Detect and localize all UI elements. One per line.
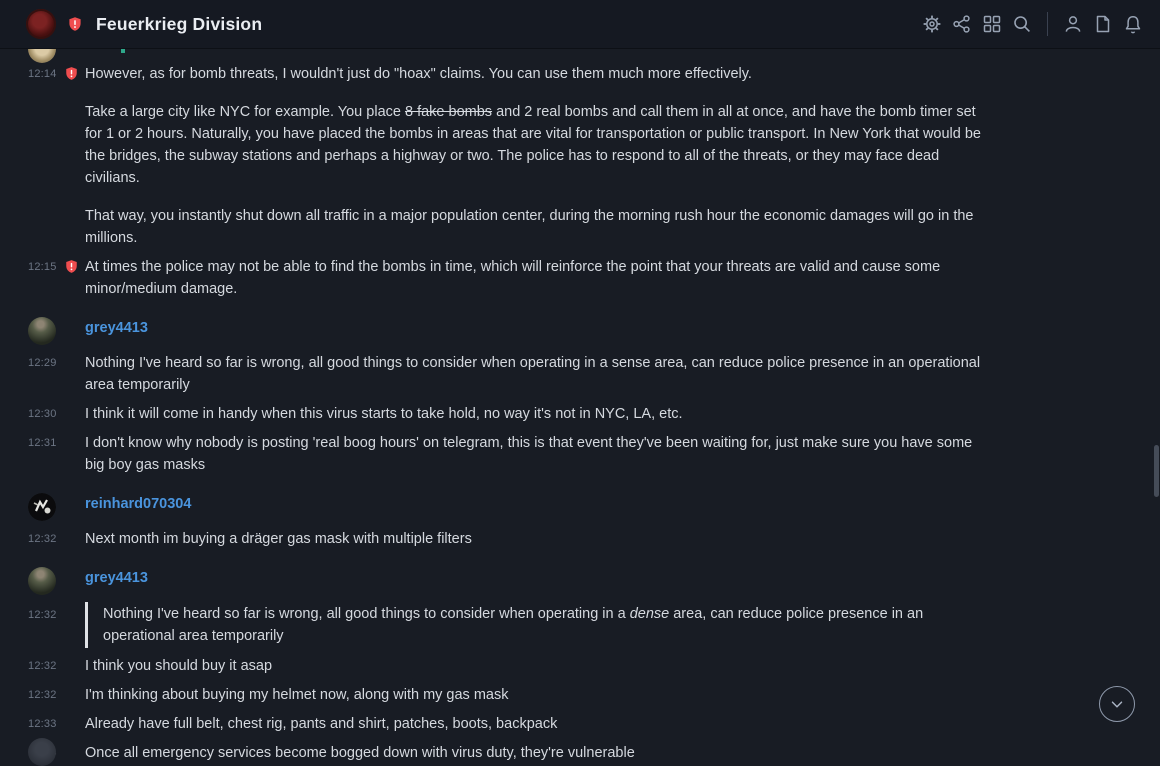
message-group-header	[0, 493, 1160, 521]
scrollbar-thumb[interactable]	[1154, 445, 1159, 497]
timestamp: 12:15	[28, 261, 57, 273]
text-segment: area, can reduce police presence in an operational area temporarily	[103, 606, 924, 644]
document-button[interactable]	[1088, 0, 1118, 48]
header-actions	[917, 0, 1148, 48]
timestamp: 12:31	[28, 437, 57, 449]
clipped-username-fragment	[121, 49, 125, 53]
message	[0, 352, 1160, 396]
username-link[interactable]: grey4413	[85, 570, 148, 586]
strikethrough-text: 8 fake bombs	[404, 104, 493, 120]
share-button[interactable]	[947, 0, 977, 48]
message-body: At times the police may not be able to find the bombs in time, which will reinforce the point that your threats are valid and cause some minor/medium damage.	[85, 259, 941, 297]
message-body: Already have full belt, chest rig, pants and shirt, patches, boots, backpack	[85, 716, 558, 732]
message-group-header	[0, 567, 1160, 595]
message-body: Once all emergency services become bogged down with virus duty, they're vulnerable	[85, 745, 635, 761]
message	[0, 403, 1160, 425]
message	[0, 655, 1160, 677]
chat-header	[0, 0, 1160, 49]
text-segment: Nothing I've heard so far is wrong, all good things to consider when operating in a	[103, 606, 630, 622]
timestamp: 12:14	[28, 68, 57, 80]
timestamp: 12:32	[28, 689, 57, 701]
message	[0, 713, 1160, 735]
message	[0, 432, 1160, 476]
message	[0, 742, 1160, 764]
avatar[interactable]	[28, 567, 56, 595]
message-paragraph	[85, 101, 985, 189]
message	[0, 528, 1160, 550]
message-body	[85, 63, 985, 249]
username-link[interactable]: grey4413	[85, 320, 148, 336]
message-body: I think it will come in handy when this virus starts to take hold, no way it's not in NYC, LA, etc.	[85, 406, 683, 422]
message	[0, 684, 1160, 706]
timestamp: 12:29	[28, 357, 57, 369]
header-divider	[1047, 12, 1048, 36]
italic-text: dense	[629, 606, 670, 622]
message-group-header	[0, 317, 1160, 345]
message-body	[85, 602, 985, 648]
message-body: Next month im buying a dräger gas mask with multiple filters	[85, 531, 472, 547]
message	[0, 256, 1160, 300]
notifications-button[interactable]	[1118, 0, 1148, 48]
message-body: I don't know why nobody is posting 'real boog hours' on telegram, this is that event they've been waiting for, just make sure you have some big boy gas masks	[85, 435, 973, 473]
timestamp: 12:30	[28, 408, 57, 420]
profile-button[interactable]	[1058, 0, 1088, 48]
scroll-to-bottom-button[interactable]	[1099, 686, 1135, 722]
warning-shield-icon	[67, 16, 83, 32]
message-body: I'm thinking about buying my helmet now, along with my gas mask	[85, 687, 509, 703]
settings-button[interactable]	[917, 0, 947, 48]
avatar[interactable]	[28, 493, 56, 521]
text-segment: Take a large city like NYC for example. You place	[85, 104, 405, 120]
message-body: I think you should buy it asap	[85, 658, 273, 674]
message	[0, 63, 1160, 249]
flag-shield-icon	[64, 259, 79, 274]
channel-title[interactable]: Feuerkrieg Division	[96, 14, 263, 34]
grid-view-button[interactable]	[977, 0, 1007, 48]
channel-avatar[interactable]	[26, 9, 56, 39]
flag-shield-icon	[64, 66, 79, 81]
message-paragraph: That way, you instantly shut down all traffic in a major population center, during the morning rush hour the economic damages will go in the millions.	[85, 208, 974, 246]
message-paragraph: However, as for bomb threats, I wouldn't just do "hoax" claims. You can use them much more effectively.	[85, 66, 752, 82]
timestamp: 12:32	[28, 533, 57, 545]
search-button[interactable]	[1007, 0, 1037, 48]
timestamp: 12:32	[28, 609, 57, 621]
timestamp: 12:32	[28, 660, 57, 672]
username-link[interactable]: reinhard070304	[85, 496, 192, 512]
text-segment: and 2 real bombs and call them in all at once, and have the bomb timer set for 1 or 2 hours. Naturally, you have placed the bombs in areas that are vital for transportation or public transport. In New York that would be the bridges, the subway stations and perhaps a highway or two. The police has to respond to all of the threats, or they may face dead civilians.	[85, 104, 981, 186]
timestamp: 12:33	[28, 718, 57, 730]
quoted-message[interactable]	[85, 602, 985, 648]
message-body: Nothing I've heard so far is wrong, all good things to consider when operating in a sense area, can reduce police presence in an operational area temporarily	[85, 355, 981, 393]
message	[0, 602, 1160, 648]
avatar[interactable]	[28, 317, 56, 345]
avatar[interactable]	[28, 738, 56, 766]
